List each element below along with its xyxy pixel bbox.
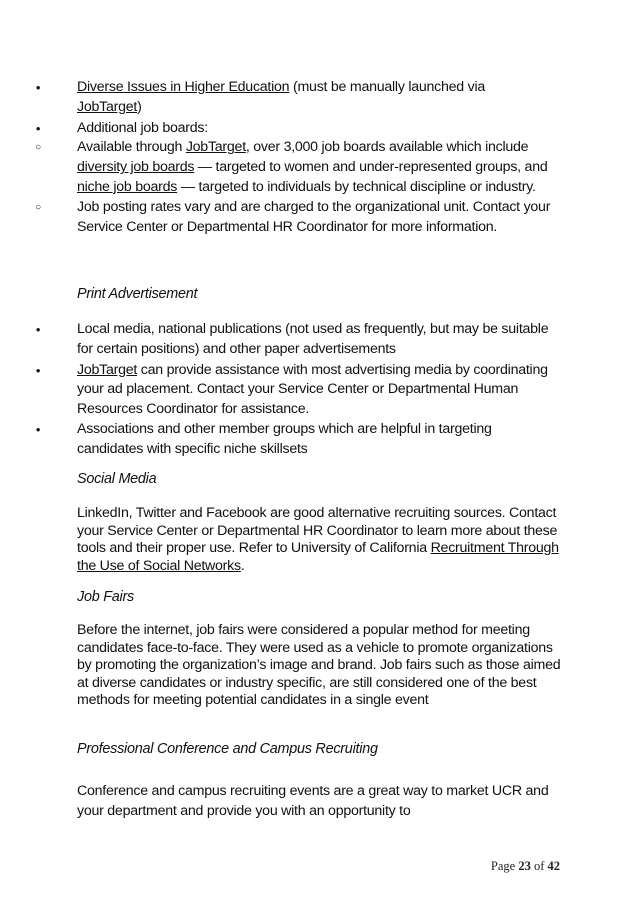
bullet-dot-icon: • xyxy=(35,362,41,378)
jobtarget-link[interactable]: JobTarget xyxy=(185,139,246,156)
niche-job-boards-link[interactable]: niche job boards xyxy=(77,178,178,195)
job-fairs-heading: Job Fairs xyxy=(77,589,134,605)
list-item: ○ Job posting rates vary and are charged to the organizational unit. Contact your Service Center or Departmental HR Coordinator for more information. xyxy=(32,198,552,238)
print-advertisement-list xyxy=(32,320,552,460)
list-item: • Additional job boards: xyxy=(32,119,552,139)
job-fairs-paragraph: Before the internet, job fairs were considered a popular method for meeting candidates face-to-face. They were used as a vehicle to promote organizations by promoting the organization’s image and brand. Job fairs such as those aimed at diverse candidates or industry specific, are still considered one of the best methods for meeting potential candidates in a single event xyxy=(77,622,561,709)
list-item: • Diverse Issues in Higher Education (must be manually launched via JobTarget) xyxy=(32,78,552,118)
bullet-dot-icon: • xyxy=(35,120,41,136)
recruitment-social-networks-link[interactable]: Recruitment Through the Use of Social Networks xyxy=(77,540,559,574)
total-pages-number: 42 xyxy=(547,859,560,873)
page-number-footer: Page 23 of 42 xyxy=(490,859,560,873)
list-item: ○ Available through JobTarget, over 3,000 job boards available which include diversity job boards — targeted to women and under-represented groups, and niche job boards — targeted to individuals by technical discipline or industry. xyxy=(32,138,552,197)
current-page-number: 23 xyxy=(518,859,531,873)
list-item: • Local media, national publications (not used as frequently, but may be suitable for certain positions) and other paper advertisements xyxy=(32,320,552,360)
social-media-paragraph: LinkedIn, Twitter and Facebook are good alternative recruiting sources. Contact your Service Center or Departmental HR Coordinator to learn more about these tools and their proper use. Refer to University of California Recruitment Through the Use of Social Networks. xyxy=(77,505,559,574)
jobtarget-link[interactable]: JobTarget xyxy=(77,361,138,378)
bullet-dot-icon: • xyxy=(35,322,41,337)
bullet-dot-icon: • xyxy=(35,80,41,95)
conference-recruiting-paragraph: Conference and campus recruiting events are a great way to market UCR and your department and provide you with an opportunity to xyxy=(77,783,549,819)
list-item: • JobTarget can provide assistance with most advertising media by coordinating your ad placement. Contact your Service Center or Departmental Human Resources Coordinator for assistance. xyxy=(32,361,552,420)
list-item: • Associations and other member groups which are helpful in targeting candidates with specific niche skillsets xyxy=(32,420,552,460)
bullet-circle-icon: ○ xyxy=(35,142,41,154)
conference-recruiting-heading: Professional Conference and Campus Recruiting xyxy=(77,741,378,757)
job-boards-list xyxy=(32,78,552,237)
bullet-dot-icon: • xyxy=(35,421,41,437)
diversity-job-boards-link[interactable]: diversity job boards xyxy=(77,159,195,176)
bullet-circle-icon: ○ xyxy=(35,201,41,213)
jobtarget-link[interactable]: JobTarget xyxy=(77,98,138,115)
social-media-heading: Social Media xyxy=(77,471,157,487)
print-advertisement-heading: Print Advertisement xyxy=(77,286,198,302)
diverse-issues-link[interactable]: Diverse Issues in Higher Education xyxy=(77,79,290,95)
